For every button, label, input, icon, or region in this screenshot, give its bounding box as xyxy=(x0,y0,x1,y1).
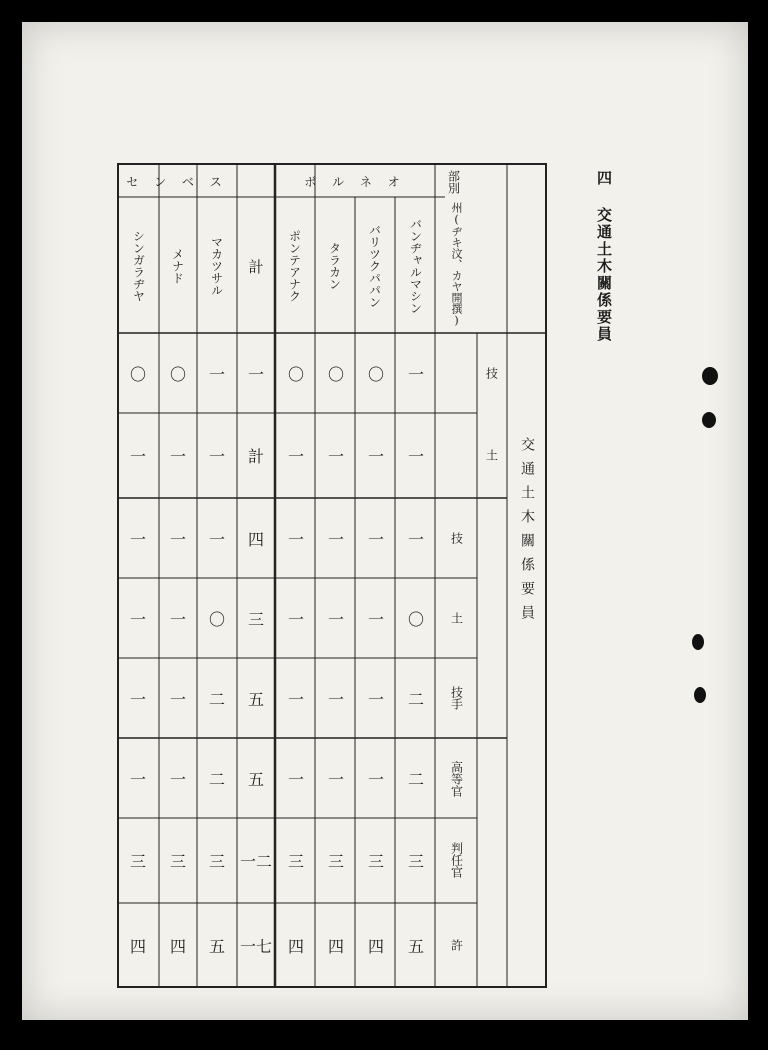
table-cell: 一 xyxy=(287,609,304,629)
document-page xyxy=(22,22,748,1020)
table-cell: 一 xyxy=(327,689,344,709)
table-cell: 〇 xyxy=(169,364,186,384)
punch-hole xyxy=(702,412,716,428)
table-cell: 〇 xyxy=(407,609,424,629)
table-cell: 三 xyxy=(287,852,304,871)
punch-hole xyxy=(692,634,704,650)
subrank-label: 土 xyxy=(484,449,499,461)
table-cell: 四 xyxy=(247,529,264,549)
subrank-label: 技手 xyxy=(449,686,464,710)
table-cell: 一 xyxy=(129,529,146,549)
subrank-label: 技 xyxy=(449,532,464,544)
group-label-celebes: セ ン ベ ス xyxy=(126,174,228,189)
table-cell: 四 xyxy=(367,937,384,956)
punch-hole xyxy=(694,687,706,703)
punch-hole xyxy=(702,367,718,385)
table-cell: 一 xyxy=(287,689,304,709)
table-cell: 二 xyxy=(407,689,424,709)
table-cell: 四 xyxy=(287,937,304,956)
summary-label: 許 xyxy=(449,939,464,951)
table-cell: 〇 xyxy=(327,364,344,384)
table-cell: 五 xyxy=(407,937,424,956)
table-cell: 三 xyxy=(169,852,186,871)
table-cell: 三 xyxy=(327,852,344,871)
table-cell: 三 xyxy=(407,852,424,871)
table-cell: 四 xyxy=(129,937,146,956)
table-cell: 〇 xyxy=(367,364,384,384)
table-cell: 一 xyxy=(208,529,225,549)
table-cell: 二 xyxy=(407,769,424,789)
table-cell: 三 xyxy=(247,609,264,629)
table-cell: 一 xyxy=(327,769,344,789)
table-cell: 一 xyxy=(169,689,186,709)
page-title: 四 交通土木關係要員 xyxy=(595,170,613,343)
table-cell: 一 xyxy=(407,447,424,466)
col-name: メナド xyxy=(170,248,185,284)
table-cell: 一七 xyxy=(239,937,272,956)
title-column: 交通土木關係要員 xyxy=(519,437,535,629)
table-cell: 一 xyxy=(129,689,146,709)
table-cell: 一 xyxy=(287,769,304,789)
table-cell: 一 xyxy=(327,529,344,549)
table-cell: 二 xyxy=(208,769,225,789)
table-cell: 一 xyxy=(169,529,186,549)
table-cell: 一 xyxy=(129,447,146,466)
col-name: シンガラヂヤ xyxy=(131,230,146,302)
table-cell: 〇 xyxy=(287,364,304,384)
corner-label: 部別 xyxy=(446,170,461,194)
col-name-total: 計 xyxy=(246,258,265,274)
table-cell: 一 xyxy=(367,529,384,549)
table-cell: 一 xyxy=(407,364,424,384)
table-cell: 一 xyxy=(367,689,384,709)
col-name: バンヂャルマシン xyxy=(408,218,423,314)
table-cell: 一 xyxy=(367,447,384,466)
table-cell: 五 xyxy=(247,769,264,789)
col-name: マカツサル xyxy=(209,236,224,296)
subrank-label: 土 xyxy=(449,612,464,624)
summary-label: 高等官 xyxy=(449,761,464,797)
table-cell: 一 xyxy=(169,447,186,466)
table-cell: 四 xyxy=(327,937,344,956)
group-label-borneo: ボ ル ネ オ xyxy=(304,174,406,189)
table-cell: 一 xyxy=(287,447,304,466)
table-cell: 一 xyxy=(169,609,186,629)
table-cell: 〇 xyxy=(208,609,225,629)
table-cell: 一 xyxy=(208,364,225,384)
subrank-label: 技 xyxy=(484,367,499,379)
col-name: バリツクパパン xyxy=(367,224,382,308)
table-cell: 四 xyxy=(169,937,186,956)
table-cell: 計 xyxy=(247,447,264,466)
table-cell: 一二 xyxy=(239,852,272,871)
table-cell: 一 xyxy=(208,447,225,466)
table-cell: 三 xyxy=(129,852,146,871)
table-cell: 一 xyxy=(129,609,146,629)
table-cell: 三 xyxy=(367,852,384,871)
table-cell: 一 xyxy=(367,769,384,789)
col-name: タラカン xyxy=(327,242,342,290)
table-cell: 一 xyxy=(367,609,384,629)
table-cell: 〇 xyxy=(129,364,146,384)
table-cell: 一 xyxy=(327,609,344,629)
table-cell: 一 xyxy=(169,769,186,789)
table-cell: 五 xyxy=(208,937,225,956)
table-cell: 二 xyxy=(208,689,225,709)
table-cell: 一 xyxy=(407,529,424,549)
summary-label: 判任官 xyxy=(449,842,464,878)
table-cell: 一 xyxy=(247,364,264,384)
staff-table xyxy=(117,163,547,988)
table-cell: 一 xyxy=(287,529,304,549)
table-cell: 一 xyxy=(327,447,344,466)
table-cell: 五 xyxy=(247,689,264,709)
col-name: ポンテアナク xyxy=(287,230,302,302)
table-cell: 一 xyxy=(129,769,146,789)
dept-label: 州(ヂキ汶、カヤ開撰) xyxy=(450,201,463,327)
table-cell: 三 xyxy=(208,852,225,871)
